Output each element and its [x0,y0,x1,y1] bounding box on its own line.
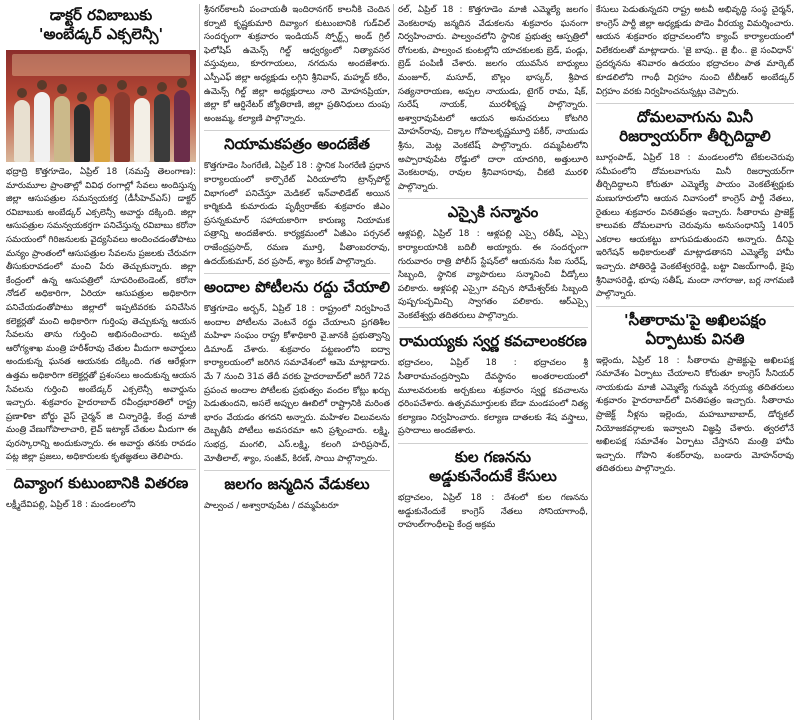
article-body: కొత్తగూడెం సింగరేణి, ఏప్రిల్ 18 : స్థానిక సింగరేణి ప్రధాన కార్యాలయంలో కార్పొరేట్ ఏరియాలోని ట్రాన్స్‌పోర్ట్ విభాగంలో పనిచేస్తూ మెడికల్ ఇన్‌వాలిడేట్ అయిన కార్మికుడి కుమారుడు పృథ్వీరాజ్‌కు శుక్రవారం జీఎం ప్రసన్నకుమార్ సహాయకారిగా కారుణ్య నియామక పత్రాన్ని అందజేశారు. కార్యక్రమంలో ఏజీఎం పర్సనల్ రాజేంద్రప్రసాద్, రమణ మూర్తి, పీతాంబరరావు, ఉదయ్‌కుమార్, వర ప్రసాద్, శ్యాం కిరణ్ పాల్గొన్నారు. [204,161,390,267]
person-figure [114,92,130,162]
article-body: పాల్వంచ / అశ్వారావుపేట / దమ్మపేటరూ [204,501,339,512]
person-figure [174,90,190,162]
person-figure [54,96,70,162]
article-body: లక్ష్మీదేవిపల్లి, ఏప్రిల్ 18 : మండలంలోని [6,500,136,511]
column-divider [393,4,394,720]
column-2 [204,4,390,720]
headline-line: అడ్డుకునేందుకే కేసులు [429,467,557,486]
headline-line: 'సీతారామ'పై అఖిలపక్షం [624,310,766,329]
headline-line: దోమలవాగును మినీ [636,108,754,127]
headline-caste-census [398,443,588,486]
person-figure [74,104,90,162]
headline-line: డాక్టర్ రవిబాబుకు [49,6,153,24]
headline-si-felicitation: ఎస్సైకి సన్మానం [398,198,588,222]
article-body: బూర్గంపాడ్, ఏప్రిల్ 18 : మండలంలోని టేకులచెరువు సమీపంలోని దోమలవాగును మినీ రిజర్వాయర్‌గా తీర్చిదిద్దాలని కోరుతూ ఎమ్మెల్యే పాయం వెంకటేశ్వర్లుకు మణుగూరులోని ఆయన నివాసంలో కాంగ్రెస్ పార్టీ నేతలు, రైతులు శుక్రవారం వినతిపత్రం ఇచ్చారు. సీతారామ ప్రాజెక్ట్ కాలువకు దోమలవాగు చెరువును అనుసంధానిస్తే 1405 ఎకరాల ఆయకట్టు బాగుపడుతుందని అన్నారు. దీనిపై ఇరిగేషన్ అధికారులతో మాట్లాడతానని ఎమ్మెల్యే హామీ ఇచ్చారు. పోతిరెడ్డి వెంకటేశ్వరరెడ్డి, బట్టా విజయ్‌గాంధీ, కైపు శ్రీనివాసరెడ్డి, భూపు సతీష్, మందా నాగరాజు, బర్ల నాగమణి పాల్గొన్నారు. [596,153,794,300]
column-divider [591,4,592,720]
headline-appointment-letter: నియామకపత్రం అందజేత [204,130,390,154]
person-figure [34,92,50,162]
column-1 [6,4,196,720]
headline-donation: దివ్యాంగ కుటుంబానికి వితరణ [6,469,196,493]
article-body: కొత్తగూడెం అర్బన్, ఏప్రిల్ 18 : రాష్ట్రంలో నిర్వహించే అందాల పోటీలను వెంటనే రద్దు చేయాలని ప్రగతిశీల మహిళా సంఘం రాష్ట్ర కోశాధికారి వై.జానకి ప్రభుత్వాన్ని డిమాండ్ చేశారు. శుక్రవారం పట్టణంలోని ఐద్వా కార్యాలయంలో జరిగిన సమావేశంలో ఆమె మాట్లాడారు. మే 7 నుంచి 31వ తేదీ వరకు హైదరాబాద్‌లో జరిగే 72వ ప్రపంచ అందాల పోటీలకు ప్రభుత్వం వందల కోట్లు ఖర్చు పెడుతుందని, అసలే అప్పుల ఊబిలో రాష్ట్రానికి మరింత భారం వేయడం తగదని అన్నారు. మహిళల విలువలను దెబ్బతీసే పోటీలు అవసరమా అని ప్రశ్నించారు. లక్ష్మి, సుభద్ర, మంగలి, ఎస్.లక్ష్మి, కలంగి హరిప్రసాద్, మోతీలాల్, శ్యాం, సంజీవ్, కిరణ్, సాయి పాల్గొన్నారు. [204,304,390,464]
headline-line: ఏర్పాటుకు వినతి [645,329,745,348]
article-body: ఆళ్లపల్లి, ఏప్రిల్ 18 : ఆళ్లపల్లి ఎస్సై రతీష్, ఎస్సై కార్యాలయానికి బదిలీ అయ్యారు. ఈ సందర్భంగా గురువారం రాత్రి పోలీస్ స్టేషన్‌లో ఆయనను సీఐ సురేష్, సిబ్బంది, స్థానిక వ్యాపారులు సన్మానించి వీడ్కోలు పలికారు. ఆళ్లపల్లి ఎస్సైగా వచ్చిన సోమేశ్వర్‌కు సిబ్బంది పుష్పగుచ్ఛమిచ్చి స్వాగతం పలికారు. ఆర్ఎస్సై వెంకటేశ్వర్లు తదితరులు పాల్గొన్నారు. [398,229,588,321]
person-figure [14,100,30,162]
article-body: శ్రీనగర్‌కాలనీ పంచాయతీ ఇందిరానగర్ కాలనీకి చెందిన కర్నాటి కృష్ణకుమారి దివ్యాంగ కుటుంబానికి గుడ్‌విల్ సందర్భంగా శుక్రవారం ఇండియన్ స్పోర్ట్స్ అండ్ గ్రిల్ ఫెలోషిప్ ఉమెన్స్ గిల్డ్ ఆధ్వర్యంలో నిత్యావసర వస్తువులు, కూరగాయలు, నగదును అందజేశారు. ఎస్పీఎఫ్ జిల్లా అధ్యక్షుడు లగ్గిని శ్రీనివాస్, మహ్మద్ కరీం, ఉమెన్స్ గిల్డ్ జిల్లా అధ్యక్షురాలు నారి మోహనప్రియా, జిల్లా కో ఆర్డినేటర్ జ్యోతిరాణి, జిల్లా ప్రతినిధులు దుంపు అంజమ్మ, కల్యాణి పాల్గొన్నారు. [204,5,390,124]
article-body: ఇల్లెందు, ఏప్రిల్ 18 : సీతారామ ప్రాజెక్టుపై అఖిలపక్ష సమావేశం ఏర్పాటు చేయాలని కోరుతూ కాంగ్రెస్ సీనియర్ నాయకుడు మాజీ ఎమ్మెల్యే గుమ్మడి నర్సయ్య తదితరులు శుక్రవారం హైదరాబాద్‌లో వినతిపత్రం ఇచ్చారు. సీతారామ ప్రాజెక్ట్ నీళ్లను ఇల్లెందు, మహబూబాబాద్, డోర్నకల్ నియోజకవర్గాలకు ఇవ్వాలని విజ్ఞప్తి చేశారు. త్వరలోనే అఖిలపక్ష సమావేశం ఏర్పాటు చేస్తానని మంత్రి హామీ ఇచ్చారు. గోపాని శంకర్‌రావు, బండారు మోహన్‌రావు తదితరులు పాల్గొన్నారు. [596,355,794,475]
award-ceremony-photo [6,50,196,162]
headline-ambedkar-excellence [6,6,196,44]
article-body: కేసులు పెడుతున్నదని రాష్ట్ర అటవీ అభివృద్ధి సంస్థ చైర్మన్, కాంగ్రెస్ పార్టీ జిల్లా అధ్యక్షుడు పొడెం వీరయ్య విమర్శించారు. ఆయన శుక్రవారం భద్రాచలంలోని క్యాంప్ కార్యాలయంలో విలేకరులతో మాట్లాడారు. 'జై బాపు.. జై భీం.. జై సంవిధాన్' ప్రదర్శనను శనివారం ఉదయం భద్రాచలం పాత మార్కెట్ కూడలిలోని గాంధీ విగ్రహం నుంచి టీబీఆర్ అంబేడ్కర్ విగ్రహం వరకు నిర్వహించనున్నట్లు చెప్పారు. [596,5,794,97]
headline-all-party-meeting [596,306,794,349]
article-body: రల్, ఏప్రిల్ 18 : కొత్తగూడెం మాజీ ఎమ్మెల్యే జలగం వెంకటరావు జన్మదిన వేడుకలను శుక్రవారం ఘనంగా నిర్వహించారు. పాల్వంచలోని స్థానిక ప్రభుత్వ ఆస్పత్రిలో రోగులకు, పాల్వంచ కుంటల్లోని యాచకులకు బ్రెడ్, పండ్లు, బ్రెడ్ పంపిణీ చేశారు. జలగం యువసేన బాధ్యులు మంజూర్, మసూద్, బొల్లం భాస్కర్, శ్రీపాద సత్యనారాయణ, అప్పల నాయుడు, టైగర్ రామ, షేక్, సురేష్ నాయక్, మురళీకృష్ణ పాల్గొన్నారు. అశ్వారావుపేటలో ఆయన అనుచరులు కోటగిరి మోహన్‌రావు, చిక్కాల గోపాలకృష్ణమూర్తి పకీర్, నాయుడు శ్రీను, మెట్ల వెంకటేష్ పాల్గొన్నారు. దమ్మపేటలోని అప్పారావుపేట రోడ్డులో దారా యాదగిరి, అత్తులూరి వెంకటరావు, రావుల శ్రీనివాసరావు, చీకటి మురళి పాల్గొన్నారు. [398,5,588,192]
headline-beauty-pageant: అందాల పోటీలను రద్దు చేయాలి [204,273,390,297]
column-4 [596,4,794,720]
headline-mini-reservoir [596,103,794,146]
article-body: భద్రాచలం, ఏప్రిల్ 18 : భద్రాచలం శ్రీ సీతారామచంద్రస్వామి దేవస్థానం అంతరాలయంలో మూలవరులకు అర్చకులు శుక్రవారం స్వర్ణ కవచాలను ధరింపచేశారు. ఉత్సవమూర్తులకు బేడా మండపంలో నిత్య కల్యాణం నిర్వహించారు. కల్యాణ దాతలకు శేష వస్త్రాలు, ప్రసాదాలు అందజేశారు. [398,358,588,437]
headline-line: కుల గణనను [454,448,532,467]
person-figure [154,94,170,162]
column-3 [398,4,588,720]
headline-birthday-celebrations: జలగం జన్మదిన వేడుకలు [204,470,390,494]
headline-line: రిజర్వాయర్‌గా తీర్చిదిద్దాలి [619,127,771,146]
person-figure [94,96,110,162]
article-body: భద్రాద్రి కొత్తగూడెం, ఏప్రిల్ 18 (నమస్తే తెలంగాణ): మారుమూల ప్రాంతాల్లో వివిధ రంగాల్లో సేవలు అందిస్తున్న జిల్లా ఆసుపత్రుల సమన్వయకర్త (డీసీహెచ్ఎస్) డాక్టర్ రవిబాబుకు అంబేడ్కర్ ఎక్సలెన్సీ అవార్డు దక్కింది. జిల్లా ఆసుపత్రుల సమన్వయకర్తగా పనిచేస్తున్న రవిబాబు కరోనా సమయంలో గిరిజనులకు వైద్యసేవలు అందించడంతోపాటు మన్యం ప్రాంతంలో ఆసుపత్రుల సేవలను ప్రజలకు చేరువగా తీసుకురావడంలో మంచి పేరు తెచ్చుకున్నారు. జిల్లా కేంద్రంలో ఉన్న ఆసుపత్రిలో సూపరింటెండెంట్, కరోనా నోడల్ అధికారిగా, ఏరియా ఆసుపత్రుల అధికారిగా పనిచేయడంతోపాటు జిల్లాలో ఇప్పటివరకు పనిచేసిన కలెక్టర్లతో మంచి అధికారిగా గుర్తింపు తెచ్చుకున్న ఆయన సేవలను తాను గుర్తించి అభినందించారు. అప్పటి ఆరోగ్యశాఖ మంత్రి హరీశ్‌రావు చేతుల మీదుగా అవార్డులు అందుకున్న ఘనత ఆయనకు దక్కింది. గత ఆరేళ్లుగా ఉత్తమ అధికారిగా కలెక్టర్లతో ప్రశంసలు అందుకున్న ఆయన సేవలను గుర్తించి అంబేడ్కర్ ఎక్సలెన్సీ అవార్డును ఇచ్చారు. శుక్రవారం హైదరాబాద్ రవీంద్రభారతిలో రాష్ట్ర ప్రణాళికా బోర్డు వైస్ చైర్మన్ జి చిన్నారెడ్డి, కేంద్ర మాజీ మంత్రి వేణుగోపాలాచారి, లైవ్ ఇట్యాక్ చేతుల మీదుగా ఈ పురస్కారాన్ని అందుకున్నారు. ఈ అవార్డు తనకు రావడం పట్ల జిల్లా ప్రజలు, అధికారులకు కృతజ్ఞతలు తెలిపారు. [6,167,196,463]
stage-banner [12,54,190,76]
headline-line: 'అంబేడ్కర్ ఎక్సలెన్సీ' [38,25,164,43]
person-figure [134,98,150,162]
column-divider [199,4,200,720]
article-body: భద్రాచలం, ఏప్రిల్ 18 : దేశంలో కుల గణనను అడ్డుకునేందుకే కాంగ్రెస్ నేతలు సోనియాగాంధీ, రాహుల్‌గాంధీలపై కేంద్ర అక్రమ [398,493,588,531]
headline-golden-armor: రామయ్యకు స్వర్ణ కవచాలంకరణ [398,327,588,351]
